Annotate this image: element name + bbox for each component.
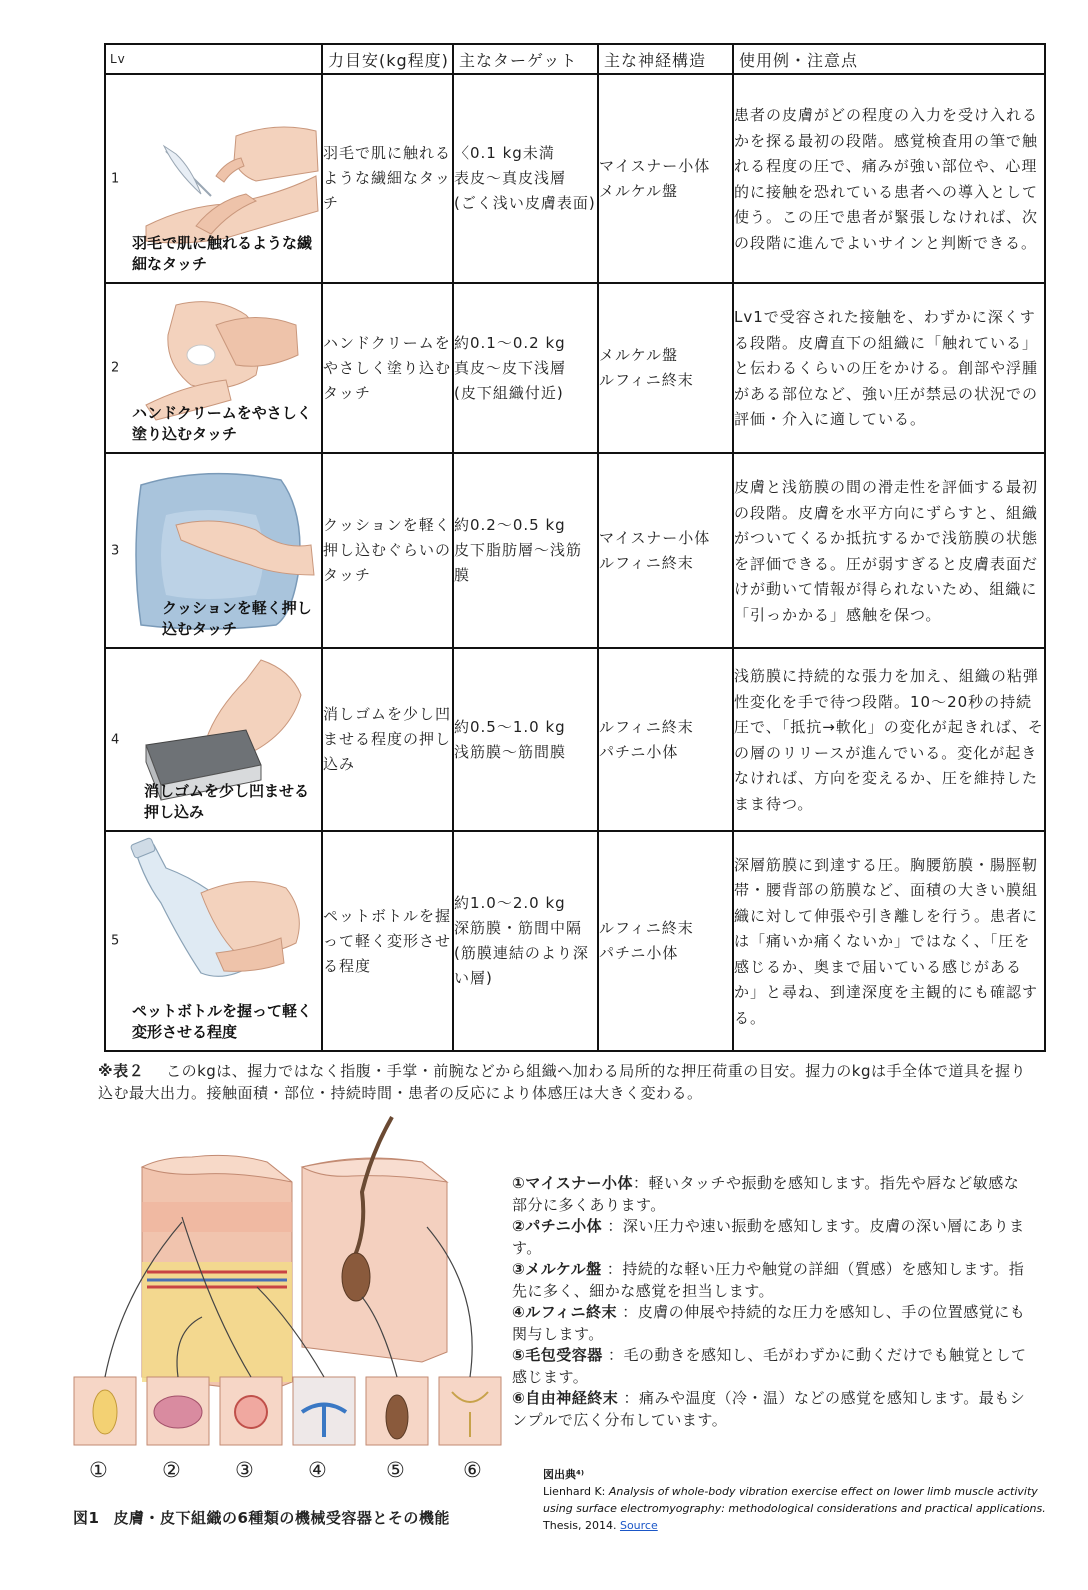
level-number: 1: [111, 171, 120, 186]
nerve-cell: マイスナー小体 ルフィニ終末: [598, 453, 733, 648]
force-cell: クッションを軽く押し込むぐらいのタッチ: [322, 453, 453, 648]
illustration-caption: 羽毛で肌に触れるような繊細なタッチ: [132, 234, 313, 273]
marker-6: ⑥: [463, 1458, 482, 1482]
force-cell: 羽毛で肌に触れるような繊細なタッチ: [322, 74, 453, 283]
footnote-text: このkgは、握力ではなく指腹・手掌・前腕などから組織へ加わる局所的な押圧荷重の目安。握力のkgは手全体で道具を握り込む最大出力。接触面積・部位・持続時間・患者の反応により体感圧は大きく変わる。: [98, 1062, 1027, 1102]
figure-source: [543, 1466, 1063, 1534]
nerve-cell: ルフィニ終末 パチニ小体: [598, 831, 733, 1051]
figure-number: 図1: [73, 1509, 100, 1527]
note-text: 深層筋膜に到達する圧。胸腰筋膜・腸脛靭帯・腰背部の筋膜など、面積の大きい膜組織に対して伸張や引き離しを行う。患者には「痛いか痛くないか」ではなく、「圧を感じるか、奥まで届いている感じがあるか」と尋ね、到達深度を主観的にも確認する。: [734, 855, 1039, 1027]
table-row: [105, 453, 1045, 648]
note-cell: [733, 831, 1045, 1051]
table-row: [105, 831, 1045, 1051]
marker-3: ③: [235, 1458, 254, 1482]
marker-1: ①: [89, 1458, 108, 1482]
force-cell: 消しゴムを少し凹ませる程度の押し込み: [322, 648, 453, 831]
receptor-item: [512, 1388, 1032, 1431]
target-cell: 約1.0〜2.0 kg 深筋膜・筋間中隔 (筋膜連結のより深い層): [453, 831, 598, 1051]
note-text: 皮膚と浅筋膜の間の滑走性を評価する最初の段階。皮膚を水平方向にずらすと、組織がついてくるか抵抗するかで浅筋膜の状態を評価できる。圧が弱すぎると皮膚表面だけが動いて情報が得られないため、組織に「引っかかる」感触を保つ。: [734, 478, 1039, 624]
skin-block-left: [142, 1155, 292, 1392]
receptor-item: [512, 1216, 1032, 1259]
note-cell: [733, 283, 1045, 453]
receptor-descriptions: [512, 1173, 1032, 1431]
figure-title-text: 皮膚・皮下組織の6種類の機械受容器とその機能: [113, 1509, 450, 1527]
receptor-desc: ：軽いタッチや振動を感知します。指先や唇など敏感な部分に多くあります。: [512, 1174, 1020, 1214]
header-force: 力目安(kg程度): [322, 44, 453, 74]
note-text: Lv1で受容された接触を、わずかに深くする段階。皮膚直下の組織に「触れている」と伝わるくらいの圧をかける。創部や浮腫がある部位など、強い圧が禁忌の状況での評価・介入に適している。: [734, 308, 1039, 429]
note-text: 患者の皮膚がどの程度の入力を受け入れるかを探る最初の段階。感覚検査用の筆で触れる程度の圧で、痛みが強い部位や、心理的に接触を恐れている患者への導入として使う。この圧で患者が緊張しなければ、次の段階に進んでよいサインと判断できる。: [734, 106, 1039, 252]
target-cell: 約0.2〜0.5 kg 皮下脂肪層〜浅筋膜: [453, 453, 598, 648]
force-cell: ペットボトルを握って軽く変形させる程度: [322, 831, 453, 1051]
receptor-item: [512, 1345, 1032, 1388]
header-nerve: 主な神経構造: [598, 44, 733, 74]
level-number: 4: [111, 732, 120, 747]
note-cell: [733, 648, 1045, 831]
footnote-label: ※表２: [98, 1062, 145, 1080]
receptor-name: ①マイスナー小体: [512, 1174, 633, 1192]
illustration-cell: [105, 831, 322, 1051]
receptor-name: ③メルケル盤: [512, 1260, 602, 1278]
header-target: 主なターゲット: [453, 44, 598, 74]
receptor-desc: ：深い圧力や速い振動を感知します。皮膚の深い層にあります。: [512, 1217, 1025, 1257]
note-cell: [733, 453, 1045, 648]
illustration-cell: [105, 648, 322, 831]
receptor-desc: ：持続的な軽い圧力や触覚の詳細（質感）を感知します。指先に多く、細かな感覚を担当します。: [512, 1260, 1025, 1300]
mechanoreceptor-figure: [62, 1112, 512, 1512]
illustration-caption: ハンドクリームをやさしく塗り込むタッチ: [132, 404, 312, 443]
level-number: 3: [111, 543, 120, 558]
source-link[interactable]: Source: [619, 1519, 658, 1532]
figure-title: [73, 1507, 450, 1528]
marker-4: ④: [308, 1458, 327, 1482]
receptor-name: ②パチニ小体: [512, 1217, 603, 1235]
receptor-name: ⑤毛包受容器: [512, 1346, 603, 1364]
illustration-cell: [105, 283, 322, 453]
illustration-cell: [105, 74, 322, 283]
illustration-caption: ペットボトルを握って軽く変形させる程度: [132, 1002, 313, 1041]
nerve-cell: ルフィニ終末 パチニ小体: [598, 648, 733, 831]
pressure-level-table: [104, 43, 1046, 1052]
force-cell: ハンドクリームをやさしく塗り込むタッチ: [322, 283, 453, 453]
table-header-row: [105, 44, 1045, 74]
receptor-name: ④ルフィニ終末: [512, 1303, 618, 1321]
marker-5: ⑤: [386, 1458, 405, 1482]
nerve-cell: メルケル盤 ルフィニ終末: [598, 283, 733, 453]
level-number: 5: [111, 933, 120, 949]
target-cell: 約0.5〜1.0 kg 浅筋膜〜筋間膜: [453, 648, 598, 831]
note-text: 浅筋膜に持続的な張力を加え、組織の粘弾性変化を手で待つ段階。10〜20秒の持続圧で、「抵抗→軟化」の変化が起きれば、その層のリリースが進んでいる。変化が起きなければ、方向を変えるか、圧を維持したまま待つ。: [734, 667, 1044, 813]
illustration-caption: クッションを軽く押し込むタッチ: [162, 599, 312, 638]
table-row: [105, 283, 1045, 453]
receptor-name: ⑥自由神経終末: [512, 1389, 619, 1407]
receptor-item: [512, 1302, 1032, 1345]
receptor-desc: ：皮膚の伸展や持続的な圧力を感知し、手の位置感覚にも関与します。: [512, 1303, 1026, 1343]
source-title: Analysis of whole-body vibration exercise effect on lower limb muscle activity using surface electromyography: methodological considerations and practical applications.: [543, 1485, 1046, 1515]
marker-2: ②: [162, 1458, 181, 1482]
table-row: [105, 74, 1045, 283]
receptor-desc: ：毛の動きを感知し、毛がわずかに動くだけでも触覚として感じます。: [512, 1346, 1027, 1386]
receptor-item: [512, 1173, 1032, 1216]
level-number: 2: [111, 360, 120, 376]
illustration-caption: 消しゴムを少し凹ませる押し込み: [144, 782, 310, 821]
table-footnote: [98, 1060, 1028, 1104]
receptor-item: [512, 1259, 1032, 1302]
source-heading: 図出典⁴⁾: [543, 1468, 584, 1481]
table-row: [105, 648, 1045, 831]
source-author: Lienhard K:: [543, 1485, 609, 1498]
target-cell: 約0.1〜0.2 kg 真皮〜皮下浅層 (皮下組織付近): [453, 283, 598, 453]
nerve-cell: マイスナー小体 メルケル盤: [598, 74, 733, 283]
receptor-desc: ：痛みや温度（冷・温）などの感覚を感知します。最もシンプルで広く分布しています。: [512, 1389, 1026, 1429]
skin-block-right: [302, 1117, 447, 1362]
receptor-thumbnails: [74, 1377, 501, 1445]
target-cell: 〈0.1 kg未満 表皮〜真皮浅層 (ごく浅い皮膚表面): [453, 74, 598, 283]
header-note: 使用例・注意点: [733, 44, 1045, 74]
source-tail: Thesis, 2014.: [543, 1519, 620, 1532]
header-lv: Lv: [105, 44, 322, 74]
note-cell: [733, 74, 1045, 283]
illustration-cell: [105, 453, 322, 648]
